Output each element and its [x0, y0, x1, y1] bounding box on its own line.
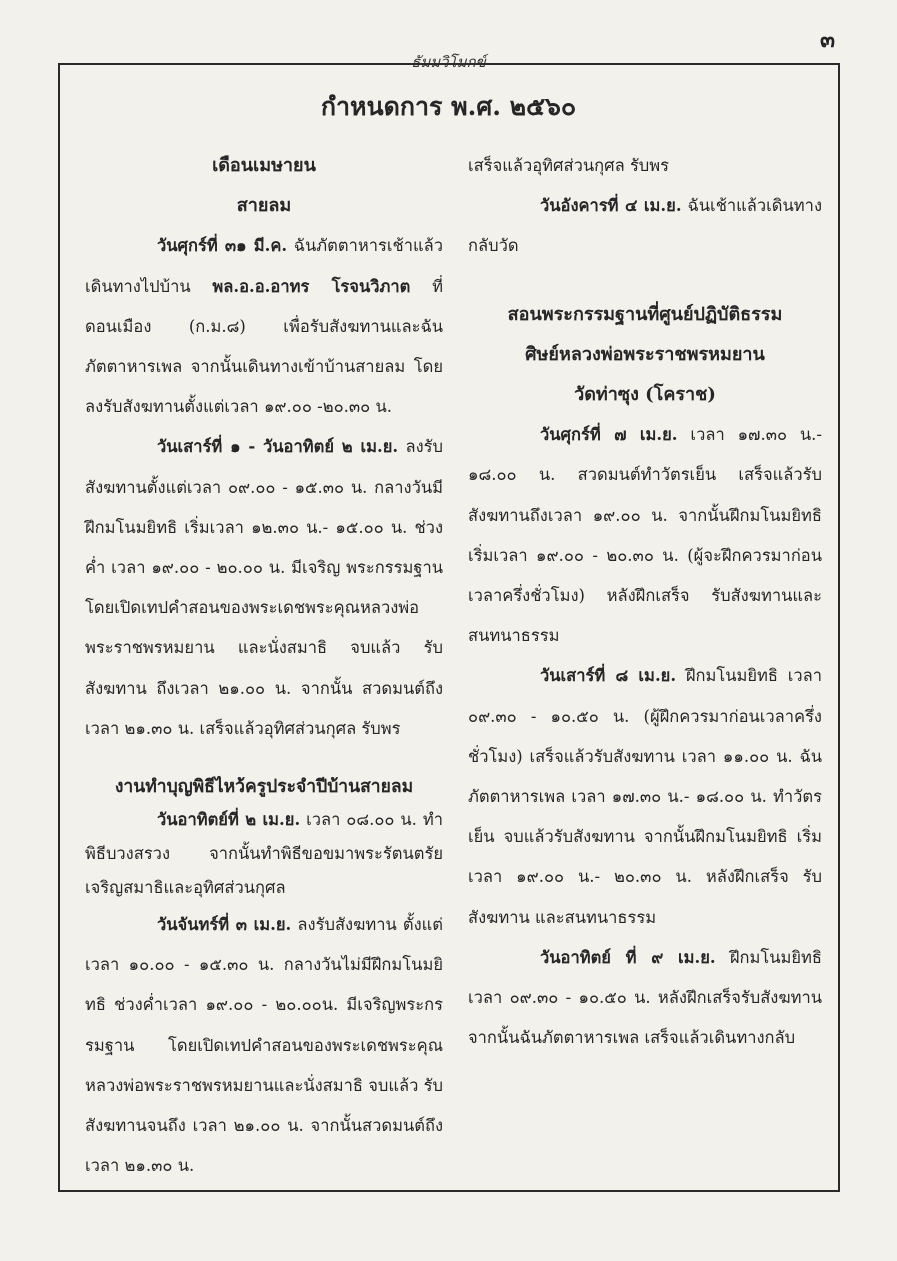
event-entry [468, 415, 822, 656]
event-entry [85, 803, 443, 905]
event-day: วันอาทิตย์ ที่ ๙ เม.ย. [540, 947, 716, 967]
event-text: ลงรับสังฆทานตั้งแต่เวลา ๐๙.๐๐ - ๑๕.๓๐ น. กลางวันมีฝึกมโนมยิทธิ เริ่มเวลา ๑๒.๓๐ น.- ๑๕.๐๐ น. ช่วงค่ำ เวลา ๑๙.๐๐ - ๒๐.๐๐ น. มีเจริญ พระกรรมฐาน โดยเปิดเทปคำสอนของพระเดชพระคุณหลวงพ่อพระราชพรหมยาน และนั่งสมาธิ จบแล้ว รับสังฆทาน ถึงเวลา ๒๑.๐๐ น. จากนั้น สวดมนต์ถึงเวลา ๒๑.๓๐ น. เสร็จแล้วอุทิศส่วนกุศล รับพร [85, 437, 443, 738]
event-entry [85, 427, 443, 749]
center-heading: สอนพระกรรมฐานที่ศูนย์ปฏิบัติธรรม [507, 303, 783, 325]
event-day: วันอาทิตย์ที่ ๒ เม.ย. [157, 810, 301, 830]
event-day: วันจันทร์ที่ ๓ เม.ย. [157, 915, 292, 935]
schedule-title: กำหนดการ พ.ศ. ๒๕๖๐ [320, 92, 577, 121]
host-name: พล.อ.อ.อาทร โรจนวิภาต [212, 276, 411, 296]
event-entry [468, 186, 822, 266]
place-heading: สายลม [236, 195, 292, 217]
event-day: วันศุกร์ที่ ๗ เม.ย. [540, 425, 678, 445]
event-text: ที่ดอนเมือง (ก.ม.๘) เพื่อรับสังฆทานและฉันภัตตาหารเพล จากนั้นเดินทางเข้าบ้านสายลม โดยลงรับสังฆทานตั้งแต่เวลา ๑๙.๐๐ -๒๐.๓๐ น. [85, 276, 443, 417]
event-text: ฝึกมโนมยิทธิ เวลา ๐๙.๓๐ - ๑๐.๕๐ น. หลังฝึกเสร็จรับสังฆทาน จากนั้นฉันภัตตาหารเพล เสร็จแล้วเดินทางกลับ [468, 947, 822, 1048]
right-column [468, 146, 822, 1058]
running-header: ธัมมวิโมกข์ [411, 53, 486, 71]
event-entry [85, 226, 443, 427]
event-day: วันศุกร์ที่ ๓๑ มี.ค. [157, 236, 288, 256]
event-entry [85, 905, 443, 1186]
left-column [85, 146, 443, 1186]
event-day: วันเสาร์ที่ ๑ - วันอาทิตย์ ๒ เม.ย. [157, 437, 399, 457]
center-heading: วัดท่าซุง (โคราช) [574, 384, 716, 406]
event-text: ฉันเช้าแล้วเดินทางกลับวัด [468, 196, 822, 256]
continued-text: เสร็จแล้วอุทิศส่วนกุศล รับพร [468, 156, 670, 175]
ceremony-heading: งานทำบุญพิธีไหว้ครูประจำปีบ้านสายลม [114, 777, 414, 798]
event-text: เวลา ๑๗.๓๐ น.- ๑๘.๐๐ น. สวดมนต์ทำวัตรเย็น เสร็จแล้วรับสังฆทานถึงเวลา ๑๙.๐๐ น. จากนั้นฝึกมโนมยิทธิ เริ่มเวลา ๑๙.๐๐ - ๒๐.๓๐ น. (ผู้จะฝึกควรมาก่อนเวลาครึ่งชั่วโมง) หลังฝึกเสร็จ รับสังฆทานและสนทนาธรรม [468, 425, 823, 646]
event-entry [468, 656, 822, 937]
event-text: ฝึกมโนมยิทธิ เวลา ๐๙.๓๐ - ๑๐.๕๐ น. (ผู้ฝึกควรมาก่อนเวลาครึ่งชั่วโมง) เสร็จแล้วรับสังฆทาน เวลา ๑๑.๐๐ น. ฉันภัตตาหารเพล เวลา ๑๗.๓๐ น.- ๑๘.๐๐ น. ทำวัตรเย็น จบแล้วรับสังฆทาน จากนั้นฝึกมโนมยิทธิ เริ่มเวลา ๑๙.๐๐ น.- ๒๐.๓๐ น. หลังฝึกเสร็จ รับสังฆทาน และสนทนาธรรม [468, 666, 822, 927]
event-day: วันอังคารที่ ๔ เม.ย. [540, 196, 682, 216]
page-number: ๓ [819, 27, 835, 53]
event-text: เวลา ๐๘.๐๐ น. ทำพิธีบวงสรวง จากนั้นทำพิธีขอขมาพระรัตนตรัย เจริญสมาธิและอุทิศส่วนกุศล [85, 810, 443, 898]
event-text: ฉันภัตตาหารเช้าแล้วเดินทางไปบ้าน [85, 236, 443, 296]
month-heading: เดือนเมษายน [212, 155, 316, 176]
event-entry [468, 938, 822, 1059]
event-text: ลงรับสังฆทาน ตั้งแต่เวลา ๑๐.๐๐ - ๑๕.๓๐ น. กลางวันไม่มีฝึกมโนมยิทธิ ช่วงค่ำเวลา ๑๙.๐๐ - ๒๐.๐๐น. มีเจริญพระกรรมฐาน โดยเปิดเทปคำสอนของพระเดชพระคุณหลวงพ่อพระราชพรหมยานและนั่งสมาธิ จบแล้ว รับสังฆทานจนถึง เวลา ๒๑.๐๐ น. จากนั้นสวดมนต์ถึงเวลา ๒๑.๓๐ น. [85, 915, 443, 1176]
event-day: วันเสาร์ที่ ๘ เม.ย. [540, 666, 677, 686]
center-heading: ศิษย์หลวงพ่อพระราชพรหมยาน [525, 343, 765, 365]
